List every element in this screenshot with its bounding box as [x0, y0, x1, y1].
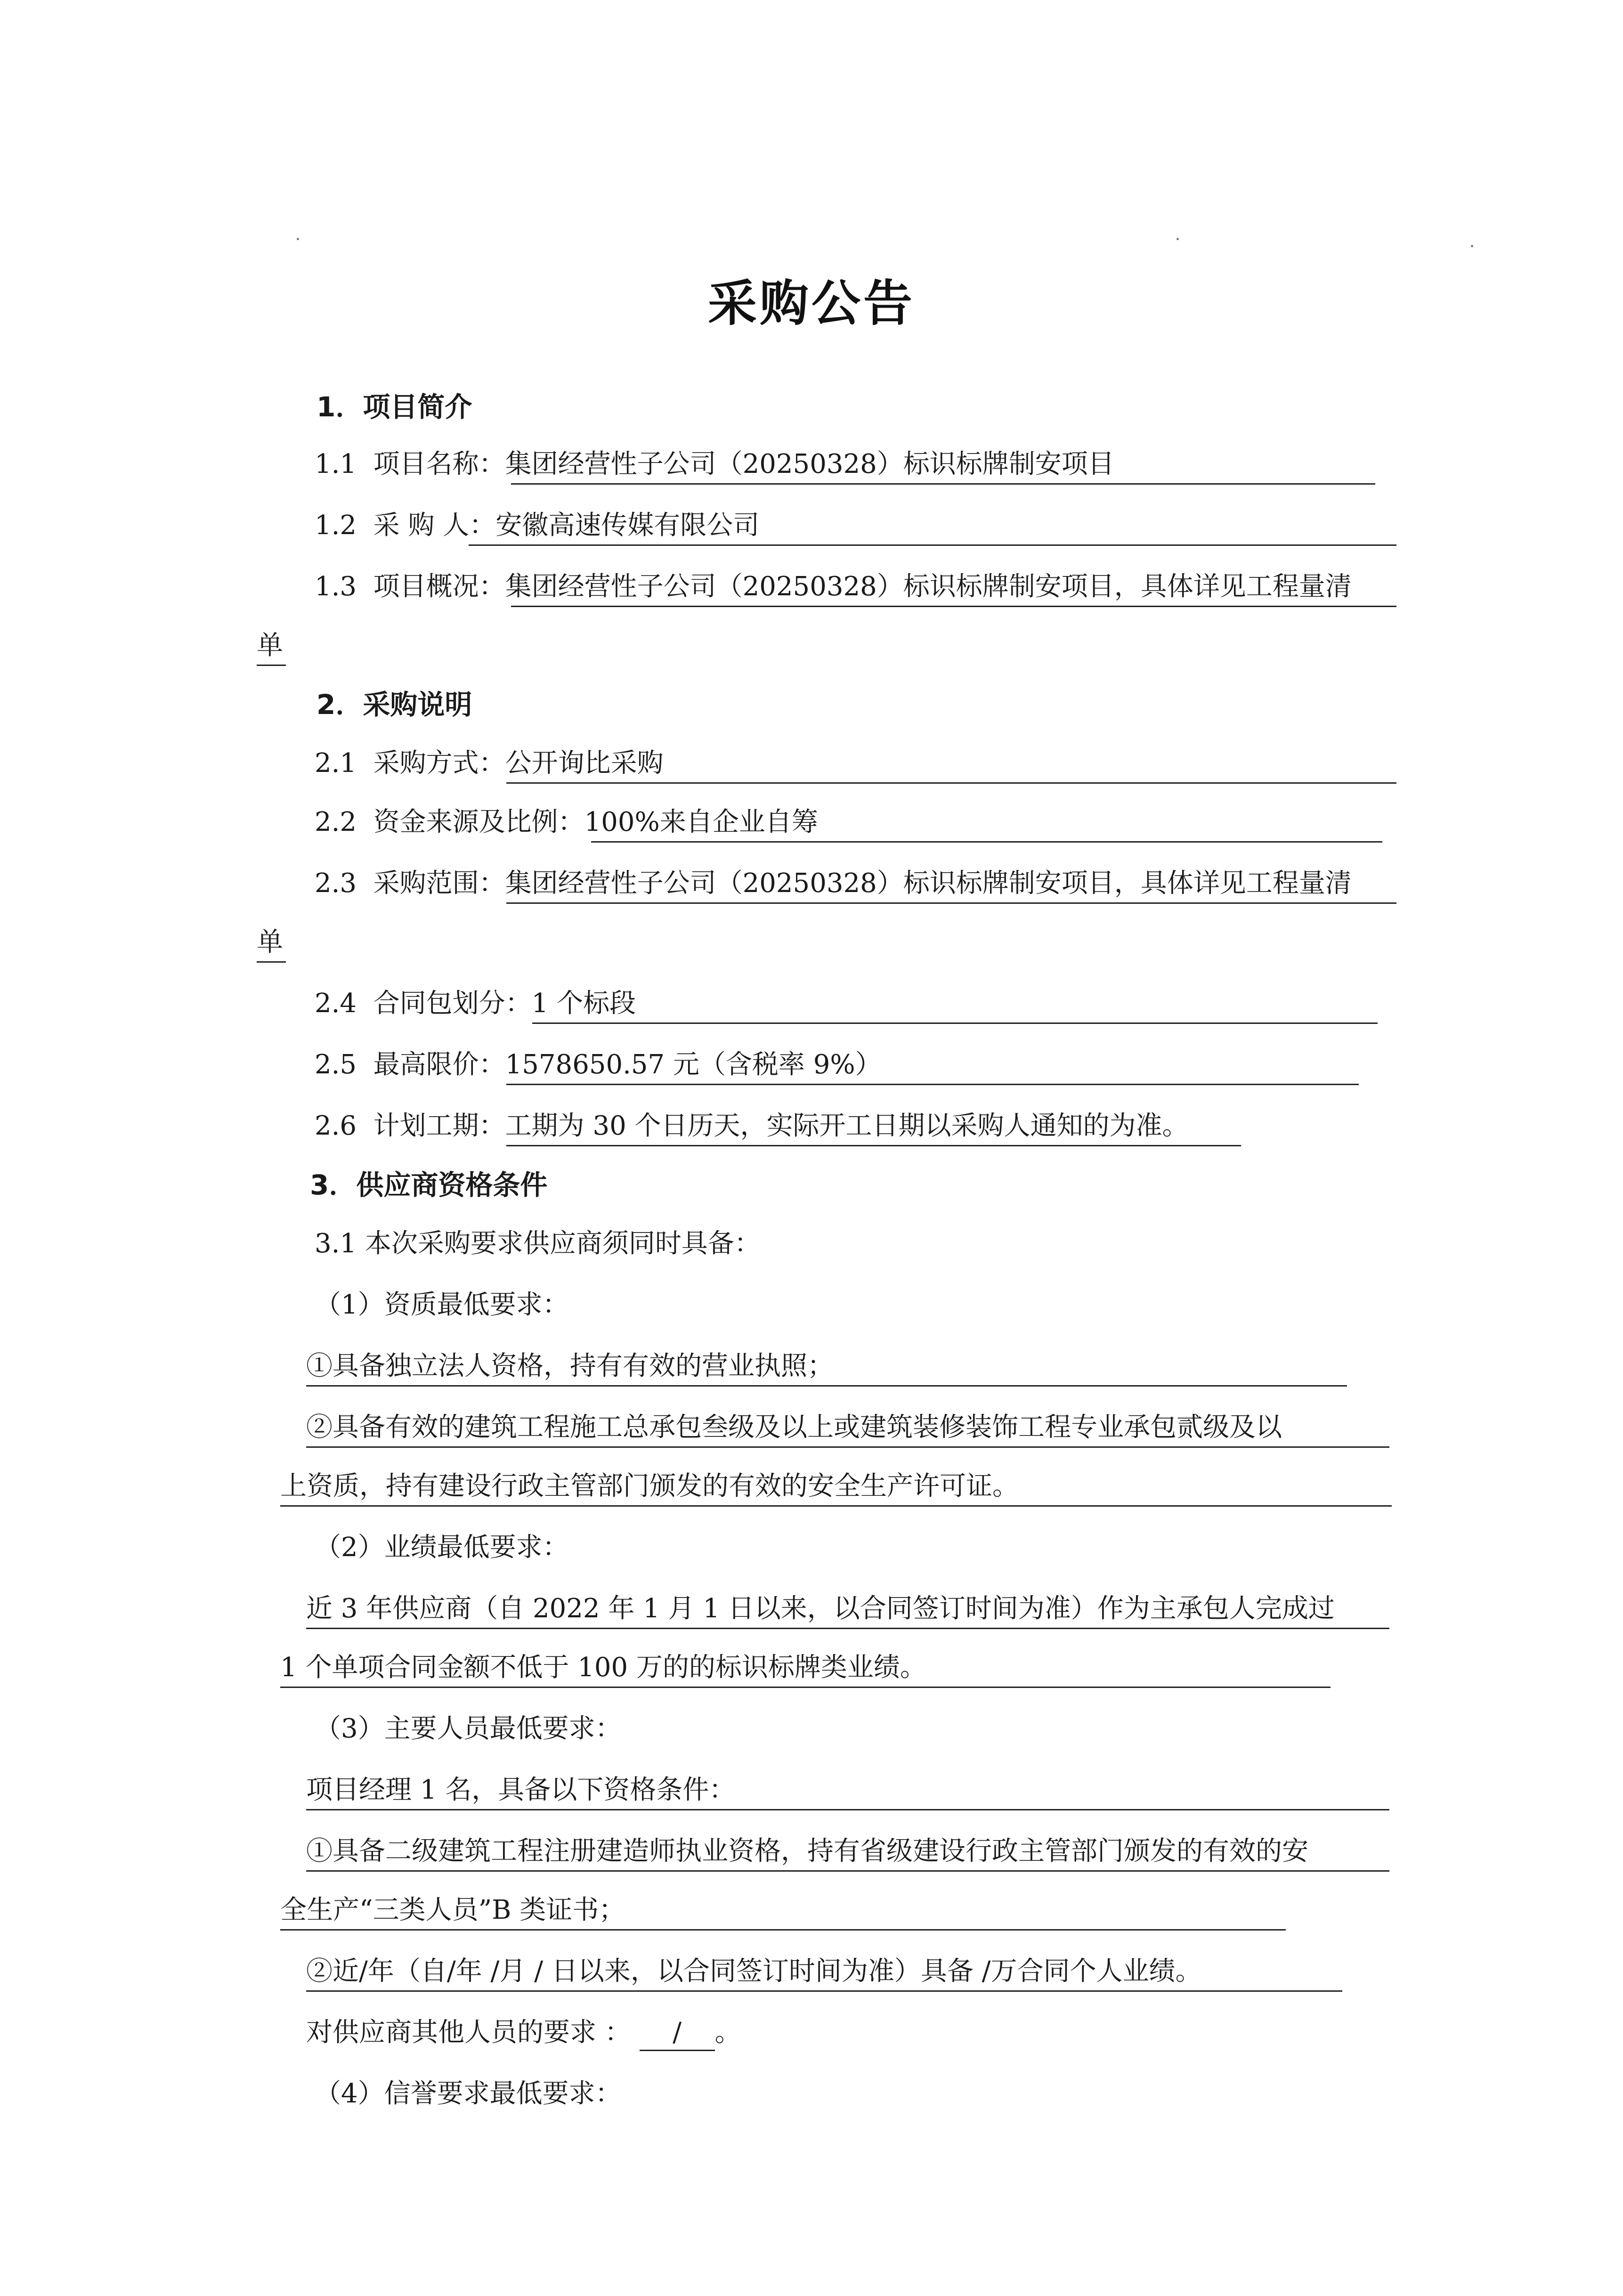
item-label: 最高限价： — [373, 1049, 505, 1080]
underline — [306, 1385, 1347, 1387]
item-value: 100%来自企业自筹 — [584, 807, 818, 837]
other-personnel-value: / — [640, 2016, 715, 2051]
item-label: 采购方式： — [373, 748, 505, 779]
credit-heading: （4）信誉要求最低要求： — [315, 2078, 622, 2109]
qualification-item: ②具备有效的建筑工程施工总承包叁级及以上或建筑装修装饰工程专业承包贰级及以 — [306, 1412, 1282, 1443]
item-value: 1578650.57 元（含税率 9%） — [505, 1049, 882, 1080]
qualification-heading: （1）资质最低要求： — [315, 1290, 569, 1320]
underline — [591, 841, 1382, 843]
section-heading-1: 1．项目简介 — [316, 391, 472, 423]
item-value: 1 个标段 — [531, 988, 636, 1019]
scan-speck — [1177, 238, 1179, 240]
item-1-3-cont: 单 — [257, 630, 283, 661]
personnel-item: 项目经理 1 名，具备以下资格条件： — [306, 1775, 736, 1805]
item-2-5 — [315, 1048, 882, 1082]
other-personnel-end: 。 — [714, 2017, 741, 2048]
item-number: 2.5 — [315, 1049, 357, 1080]
item-value: 公开询比采购 — [505, 748, 664, 779]
underline — [469, 544, 1396, 546]
other-personnel — [306, 2016, 741, 2051]
personnel-item: ①具备二级建筑工程注册建造师执业资格，持有省级建设行政主管部门颁发的有效的安 — [306, 1836, 1308, 1866]
item-1-3 — [315, 570, 1352, 604]
item-2-3-cont: 单 — [257, 927, 283, 957]
item-value: 安徽高速传媒有限公司 — [495, 510, 760, 541]
underline — [306, 1446, 1389, 1448]
item-2-1 — [315, 746, 664, 780]
performance-item: 近 3 年供应商（自 2022 年 1 月 1 日以来，以合同签订时间为准）作为主承包人完成过 — [306, 1593, 1335, 1624]
item-number: 1.1 — [315, 449, 357, 479]
item-number: 2.2 — [315, 807, 357, 837]
item-2-2 — [315, 805, 818, 839]
underline — [280, 1505, 1392, 1507]
item-2-3 — [315, 867, 1352, 901]
underline — [506, 902, 1396, 904]
item-label: 合同包划分： — [373, 988, 532, 1019]
performance-item-cont: 1 个单项合同金额不低于 100 万的的标识标牌类业绩。 — [280, 1652, 926, 1683]
underline — [257, 665, 286, 666]
item-number: 2.4 — [315, 988, 357, 1019]
item-label: 项目概况： — [373, 571, 505, 602]
item-label: 计划工期： — [373, 1111, 505, 1141]
item-2-6 — [315, 1109, 1189, 1143]
item-value: 集团经营性子公司（20250328）标识标牌制安项目，具体详见工程量清 — [505, 571, 1352, 602]
section-heading-2: 2．采购说明 — [316, 689, 472, 721]
item-number: 1.3 — [315, 571, 357, 602]
underline — [511, 483, 1375, 485]
item-label: 采 购 人： — [373, 510, 496, 541]
qualification-item-cont: 上资质，持有建设行政主管部门颁发的有效的安全生产许可证。 — [280, 1471, 1019, 1501]
item-3-1: 3.1 本次采购要求供应商须同时具备： — [315, 1228, 761, 1259]
item-number: 2.6 — [315, 1111, 357, 1141]
personnel-heading: （3）主要人员最低要求： — [315, 1713, 622, 1744]
item-label: 采购范围： — [373, 868, 505, 899]
item-label: 项目名称： — [373, 449, 505, 479]
page-title: 采购公告 — [707, 275, 915, 332]
underline — [306, 1990, 1342, 1992]
personnel-item: ②近/年（自/年 /月 / 日以来，以合同签订时间为准）具备 /万合同个人业绩。 — [306, 1956, 1202, 1987]
underline — [506, 782, 1396, 784]
underline — [506, 1084, 1359, 1085]
underline — [257, 961, 286, 963]
item-1-1 — [315, 447, 1114, 481]
scan-speck — [297, 238, 299, 240]
underline — [532, 1022, 1378, 1024]
underline — [506, 1145, 1241, 1146]
underline — [306, 1809, 1389, 1810]
scan-speck — [1471, 245, 1473, 247]
underline — [280, 1929, 1286, 1931]
underline — [511, 606, 1396, 607]
item-number: 1.2 — [315, 510, 357, 541]
personnel-item-cont: 全生产“三类人员”B 类证书； — [280, 1895, 625, 1925]
underline — [306, 1628, 1389, 1629]
other-personnel-label: 对供应商其他人员的要求 ： — [306, 2017, 631, 2048]
underline — [280, 1687, 1331, 1688]
qualification-item: ①具备独立法人资格，持有有效的营业执照； — [306, 1351, 834, 1381]
item-value: 集团经营性子公司（20250328）标识标牌制安项目 — [505, 449, 1114, 479]
item-number: 2.1 — [315, 748, 357, 779]
item-2-4 — [315, 987, 636, 1021]
section-heading-3: 3．供应商资格条件 — [310, 1169, 548, 1201]
item-value: 工期为 30 个日历天，实际开工日期以采购人通知的为准。 — [505, 1111, 1189, 1141]
item-1-2 — [315, 509, 759, 543]
item-label: 资金来源及比例： — [373, 807, 584, 837]
item-value: 集团经营性子公司（20250328）标识标牌制安项目，具体详见工程量清 — [505, 868, 1352, 899]
item-number: 2.3 — [315, 868, 357, 899]
underline — [306, 1870, 1389, 1872]
performance-heading: （2）业绩最低要求： — [315, 1532, 569, 1563]
